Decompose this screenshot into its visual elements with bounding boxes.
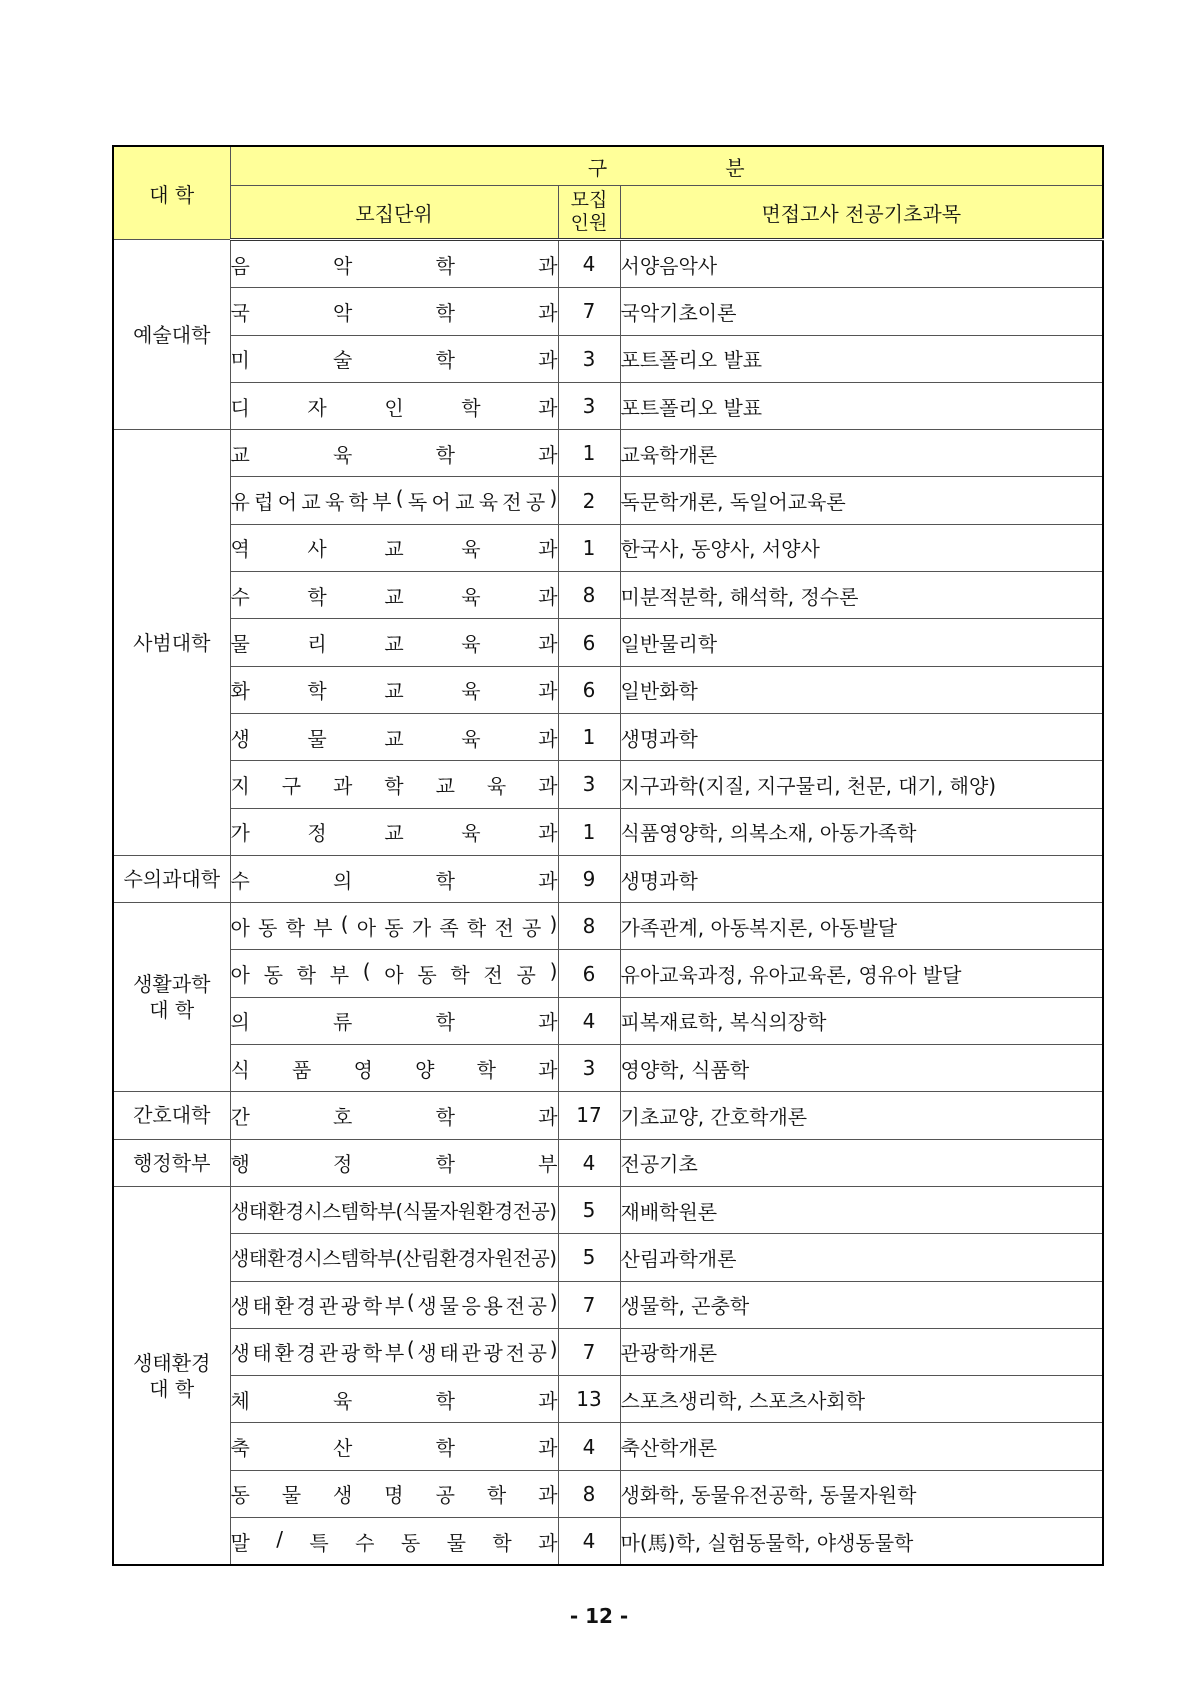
unit-name: 수 학 교 육 과 bbox=[230, 584, 558, 609]
unit-cell bbox=[230, 808, 558, 855]
count-cell: 4 bbox=[558, 240, 620, 288]
college-cell bbox=[113, 1186, 230, 1565]
header-gubun-right: 분 bbox=[725, 155, 745, 180]
count-cell: 2 bbox=[558, 477, 620, 524]
unit-name: 말 / 특 수 동 물 학 과 bbox=[230, 1526, 558, 1555]
unit-cell bbox=[230, 1328, 558, 1375]
count-cell: 17 bbox=[558, 1092, 620, 1139]
unit-cell bbox=[230, 1139, 558, 1186]
header-count bbox=[558, 186, 620, 240]
table-row bbox=[113, 430, 1103, 477]
unit-cell bbox=[230, 997, 558, 1044]
table-row bbox=[113, 1234, 1103, 1281]
college-name-line: 행정학부 bbox=[133, 1150, 211, 1175]
table-row bbox=[113, 524, 1103, 571]
table-row bbox=[113, 288, 1103, 335]
count-cell: 3 bbox=[558, 761, 620, 808]
subjects-cell: 국악기초이론 bbox=[620, 288, 1103, 335]
unit-cell bbox=[230, 382, 558, 429]
subjects-cell: 독문학개론, 독일어교육론 bbox=[620, 477, 1103, 524]
table-row bbox=[113, 1328, 1103, 1375]
college-name-line: 생태환경 bbox=[133, 1350, 211, 1375]
subjects-cell: 미분적분학, 해석학, 정수론 bbox=[620, 572, 1103, 619]
subjects-cell: 식품영양학, 의복소재, 아동가족학 bbox=[620, 808, 1103, 855]
unit-cell bbox=[230, 335, 558, 382]
subjects-cell: 마(馬)학, 실험동물학, 야생동물학 bbox=[620, 1518, 1103, 1566]
count-cell: 8 bbox=[558, 903, 620, 950]
table-row bbox=[113, 903, 1103, 950]
college-cell bbox=[113, 903, 230, 1092]
unit-cell bbox=[230, 430, 558, 477]
table-row bbox=[113, 713, 1103, 760]
unit-cell bbox=[230, 524, 558, 571]
college-name-line: 간호대학 bbox=[133, 1103, 211, 1128]
count-cell: 4 bbox=[558, 997, 620, 1044]
unit-name: 유 럽 어 교 육 학 부 ( 독 어 교 육 전 공 ) bbox=[230, 486, 558, 515]
unit-cell bbox=[230, 1423, 558, 1470]
table-row bbox=[113, 382, 1103, 429]
table-row bbox=[113, 1518, 1103, 1566]
count-cell: 6 bbox=[558, 950, 620, 997]
subjects-cell: 스포츠생리학, 스포츠사회학 bbox=[620, 1376, 1103, 1423]
count-cell: 5 bbox=[558, 1186, 620, 1233]
unit-name: 디 자 인 학 과 bbox=[230, 395, 558, 420]
subjects-cell: 축산학개론 bbox=[620, 1423, 1103, 1470]
count-cell: 13 bbox=[558, 1376, 620, 1423]
table-body bbox=[113, 240, 1103, 1566]
table-header bbox=[113, 146, 1103, 240]
unit-name: 역 사 교 육 과 bbox=[230, 537, 558, 562]
unit-name: 생 태 환 경 관 광 학 부 ( 생 물 응 용 전 공 ) bbox=[230, 1290, 558, 1319]
table-row bbox=[113, 1423, 1103, 1470]
header-college: 대 학 bbox=[113, 146, 230, 240]
subjects-cell: 전공기초 bbox=[620, 1139, 1103, 1186]
college-name-line: 예술대학 bbox=[133, 322, 211, 347]
unit-name: 행 정 학 부 bbox=[230, 1152, 558, 1177]
unit-cell bbox=[230, 1518, 558, 1566]
subjects-cell: 포트폴리오 발표 bbox=[620, 382, 1103, 429]
unit-cell bbox=[230, 1281, 558, 1328]
unit-cell bbox=[230, 855, 558, 902]
unit-name: 화 학 교 육 과 bbox=[230, 679, 558, 704]
count-cell: 1 bbox=[558, 524, 620, 571]
count-cell: 7 bbox=[558, 288, 620, 335]
unit-name: 생태환경시스템학부(식물자원환경전공) bbox=[230, 1200, 557, 1224]
unit-cell bbox=[230, 903, 558, 950]
table-row bbox=[113, 1186, 1103, 1233]
college-name-line: 수의과대학 bbox=[123, 867, 221, 891]
college-cell bbox=[113, 1092, 230, 1139]
subjects-cell: 한국사, 동양사, 서양사 bbox=[620, 524, 1103, 571]
count-cell: 6 bbox=[558, 619, 620, 666]
subjects-cell: 생명과학 bbox=[620, 713, 1103, 760]
unit-name: 음 악 학 과 bbox=[230, 253, 558, 278]
subjects-cell: 포트폴리오 발표 bbox=[620, 335, 1103, 382]
table-row bbox=[113, 1045, 1103, 1092]
college-name-line: 대 학 bbox=[149, 1376, 195, 1401]
subjects-cell: 관광학개론 bbox=[620, 1328, 1103, 1375]
count-cell: 4 bbox=[558, 1423, 620, 1470]
table-row bbox=[113, 997, 1103, 1044]
count-cell: 3 bbox=[558, 335, 620, 382]
unit-cell bbox=[230, 950, 558, 997]
table-row bbox=[113, 335, 1103, 382]
table-row bbox=[113, 950, 1103, 997]
admissions-table bbox=[112, 145, 1104, 1566]
unit-cell bbox=[230, 1470, 558, 1517]
page-number: - 12 - bbox=[569, 1604, 629, 1628]
count-cell: 3 bbox=[558, 382, 620, 429]
unit-cell bbox=[230, 666, 558, 713]
table-row bbox=[113, 1470, 1103, 1517]
unit-cell bbox=[230, 477, 558, 524]
subjects-cell: 유아교육과정, 유아교육론, 영유아 발달 bbox=[620, 950, 1103, 997]
count-cell: 1 bbox=[558, 808, 620, 855]
header-count-line2: 인원 bbox=[570, 212, 608, 234]
subjects-cell: 생물학, 곤충학 bbox=[620, 1281, 1103, 1328]
table-row bbox=[113, 1281, 1103, 1328]
table-row bbox=[113, 477, 1103, 524]
table-row bbox=[113, 855, 1103, 902]
unit-name: 아 동 학 부 ( 아 동 학 전 공 ) bbox=[230, 959, 558, 988]
table-row bbox=[113, 1376, 1103, 1423]
subjects-cell: 지구과학(지질, 지구물리, 천문, 대기, 해양) bbox=[620, 761, 1103, 808]
count-cell: 4 bbox=[558, 1139, 620, 1186]
unit-cell bbox=[230, 1092, 558, 1139]
table-row bbox=[113, 619, 1103, 666]
subjects-cell: 생명과학 bbox=[620, 855, 1103, 902]
unit-name: 가 정 교 육 과 bbox=[230, 821, 558, 846]
unit-name: 생태환경시스템학부(산림환경자원전공) bbox=[230, 1247, 557, 1271]
unit-name: 아 동 학 부 ( 아 동 가 족 학 전 공 ) bbox=[230, 911, 558, 940]
unit-name: 수 의 학 과 bbox=[230, 868, 558, 893]
subjects-cell: 영양학, 식품학 bbox=[620, 1045, 1103, 1092]
unit-name: 지 구 과 학 교 육 과 bbox=[230, 773, 558, 798]
unit-name: 생 물 교 육 과 bbox=[230, 726, 558, 751]
unit-name: 동 물 생 명 공 학 과 bbox=[230, 1483, 558, 1508]
unit-name: 간 호 학 과 bbox=[230, 1104, 558, 1129]
count-cell: 1 bbox=[558, 430, 620, 477]
subjects-cell: 일반물리학 bbox=[620, 619, 1103, 666]
unit-cell bbox=[230, 1376, 558, 1423]
count-cell: 9 bbox=[558, 855, 620, 902]
table-row bbox=[113, 808, 1103, 855]
unit-name: 교 육 학 과 bbox=[230, 442, 558, 467]
table-row bbox=[113, 572, 1103, 619]
count-cell: 7 bbox=[558, 1328, 620, 1375]
count-cell: 3 bbox=[558, 1045, 620, 1092]
college-cell bbox=[113, 240, 230, 430]
table-row bbox=[113, 666, 1103, 713]
college-name-line: 생활과학 bbox=[133, 972, 211, 997]
college-cell bbox=[113, 430, 230, 856]
count-cell: 8 bbox=[558, 1470, 620, 1517]
count-cell: 5 bbox=[558, 1234, 620, 1281]
table-row bbox=[113, 761, 1103, 808]
subjects-cell: 산림과학개론 bbox=[620, 1234, 1103, 1281]
unit-cell bbox=[230, 1045, 558, 1092]
unit-name: 국 악 학 과 bbox=[230, 300, 558, 325]
count-cell: 7 bbox=[558, 1281, 620, 1328]
header-count-line1: 모집 bbox=[570, 189, 608, 211]
unit-name: 생 태 환 경 관 광 학 부 ( 생 태 관 광 전 공 ) bbox=[230, 1337, 558, 1366]
unit-name: 미 술 학 과 bbox=[230, 348, 558, 373]
subjects-cell: 기초교양, 간호학개론 bbox=[620, 1092, 1103, 1139]
subjects-cell: 교육학개론 bbox=[620, 430, 1103, 477]
count-cell: 4 bbox=[558, 1518, 620, 1566]
table-row bbox=[113, 240, 1103, 288]
subjects-cell: 가족관계, 아동복지론, 아동발달 bbox=[620, 903, 1103, 950]
subjects-cell: 피복재료학, 복식의장학 bbox=[620, 997, 1103, 1044]
unit-cell bbox=[230, 761, 558, 808]
header-gubun-left: 구 bbox=[587, 155, 608, 180]
unit-cell bbox=[230, 713, 558, 760]
unit-name: 식 품 영 양 학 과 bbox=[230, 1057, 558, 1082]
college-name-line: 대 학 bbox=[149, 998, 195, 1023]
table-row bbox=[113, 1092, 1103, 1139]
count-cell: 6 bbox=[558, 666, 620, 713]
header-gubun bbox=[230, 146, 1103, 186]
subjects-cell: 생화학, 동물유전공학, 동물자원학 bbox=[620, 1470, 1103, 1517]
unit-name: 의 류 학 과 bbox=[230, 1010, 558, 1035]
count-cell: 1 bbox=[558, 713, 620, 760]
college-cell bbox=[113, 1139, 230, 1186]
unit-cell bbox=[230, 288, 558, 335]
header-subjects: 면접고사 전공기초과목 bbox=[620, 186, 1103, 240]
subjects-cell: 일반화학 bbox=[620, 666, 1103, 713]
subjects-cell: 서양음악사 bbox=[620, 240, 1103, 288]
unit-cell bbox=[230, 1234, 558, 1281]
unit-name: 체 육 학 과 bbox=[230, 1388, 558, 1413]
unit-name: 축 산 학 과 bbox=[230, 1436, 558, 1461]
table-row bbox=[113, 1139, 1103, 1186]
unit-name: 물 리 교 육 과 bbox=[230, 632, 558, 657]
header-unit: 모집단위 bbox=[230, 186, 558, 240]
unit-cell bbox=[230, 572, 558, 619]
subjects-cell: 재배학원론 bbox=[620, 1186, 1103, 1233]
college-name-line: 사범대학 bbox=[133, 630, 211, 655]
unit-cell bbox=[230, 619, 558, 666]
count-cell: 8 bbox=[558, 572, 620, 619]
unit-cell bbox=[230, 1186, 558, 1233]
unit-cell bbox=[230, 240, 558, 288]
college-cell bbox=[113, 855, 230, 902]
